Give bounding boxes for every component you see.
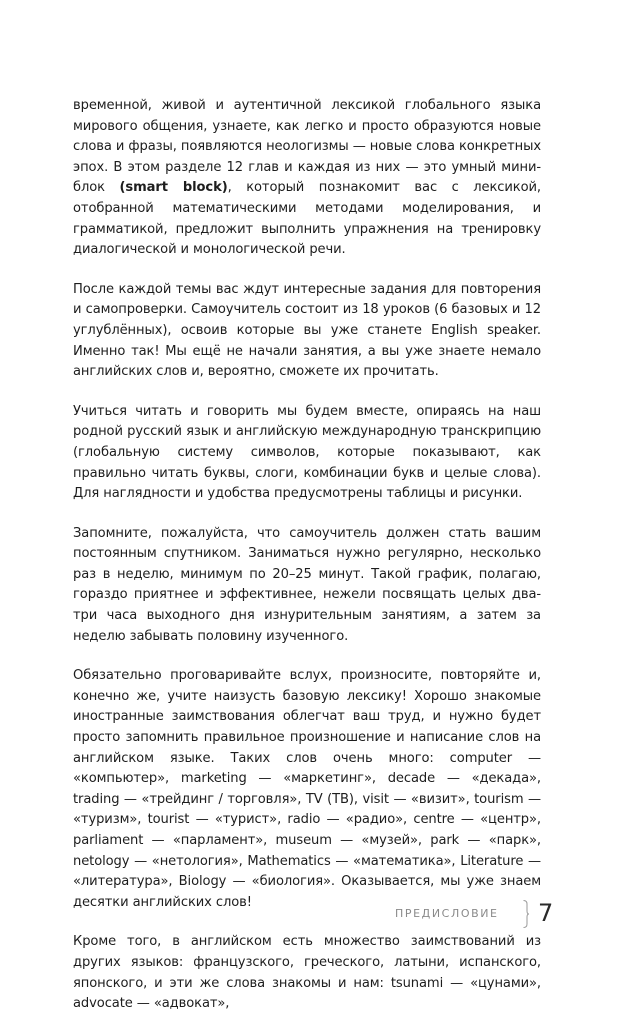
paragraph-4: Запомните, пожалуйста, что самоучитель должен стать вашим постоянным спутником. Заниматься нужно регулярно, несколько раз в неделю, минимум по 20–25 минут. Такой график, полагаю, гораздо приятнее и эффективнее, нежели посвящать целых два-три часа выходного дня изнурительным занятиям, а затем за неделю забывать половину изученного. — [73, 525, 541, 644]
page-footer — [395, 900, 555, 930]
page-body — [73, 96, 541, 1034]
smart-block-term: (smart block) — [119, 180, 228, 196]
paragraph-1 — [73, 96, 541, 261]
paragraph-6: Кроме того, в английском есть множество заимствований из других языков: французского, греческого, латыни, испанского, японского, и эти же слова знакомы и нам: tsunami — «цунами», advocate — «адвокат», — [73, 934, 541, 1012]
page-number: 7 — [538, 899, 554, 927]
running-head: ПРЕДИСЛОВИЕ — [395, 907, 499, 920]
paragraph-1-text-start: временной, живой и аутентичной лексикой глобального языка мирового общения, узнаете, как легко и просто образуются новые слова и фразы, появляются неологизмы — новые слова конкретных эпох. В этом разделе 12 глав и каждая из них — это умный мини-блок — [73, 98, 541, 196]
brace-divider-icon — [523, 900, 529, 928]
paragraph-5: Обязательно проговаривайте вслух, произносите, повторяйте и, конечно же, учите наизусть базовую лексику! Хорошо знакомые иностранные заимствования облегчат ваш труд, и нужно будет просто запомнить правильное произношение и написание слов на английском языке. Таких слов очень много: computer — «компьютер», marketing — «маркетинг», decade — «декада», trading — «трейдинг / торговля», TV (ТВ), visit — «визит», tourism — «туризм», tourist — «турист», radio — «радио», centre — «центр», parliament — «парламент», museum — «музей», park — «парк», netology — «нетология», Mathematics — «математика», Literature — «литература», Biology — «биология». Оказывается, мы уже знаем десятки английских слов! — [73, 668, 541, 910]
paragraph-2: После каждой темы вас ждут интересные задания для повторения и самопроверки. Самоучитель состоит из 18 уроков (6 базовых и 12 углублённых), освоив которые вы уже станете English speaker. Именно так! Мы ещё не начали занятия, а вы уже знаете немало английских слов и, вероятно, сможете их прочитать. — [73, 281, 541, 380]
paragraph-1-text-end: , который познакомит вас с лексикой, отобранной математическими методами моделирования, и грамматикой, предложит выполнить упражнения на тренировку диалогической и монологической речи. — [73, 180, 541, 258]
paragraph-3: Учиться читать и говорить мы будем вместе, опираясь на наш родной русский язык и английскую международную транскрипцию (глобальную систему символов, которые показывают, как правильно читать буквы, слоги, комбинации букв и целые слова). Для наглядности и удобства предусмотрены таблицы и рисунки. — [73, 403, 541, 502]
